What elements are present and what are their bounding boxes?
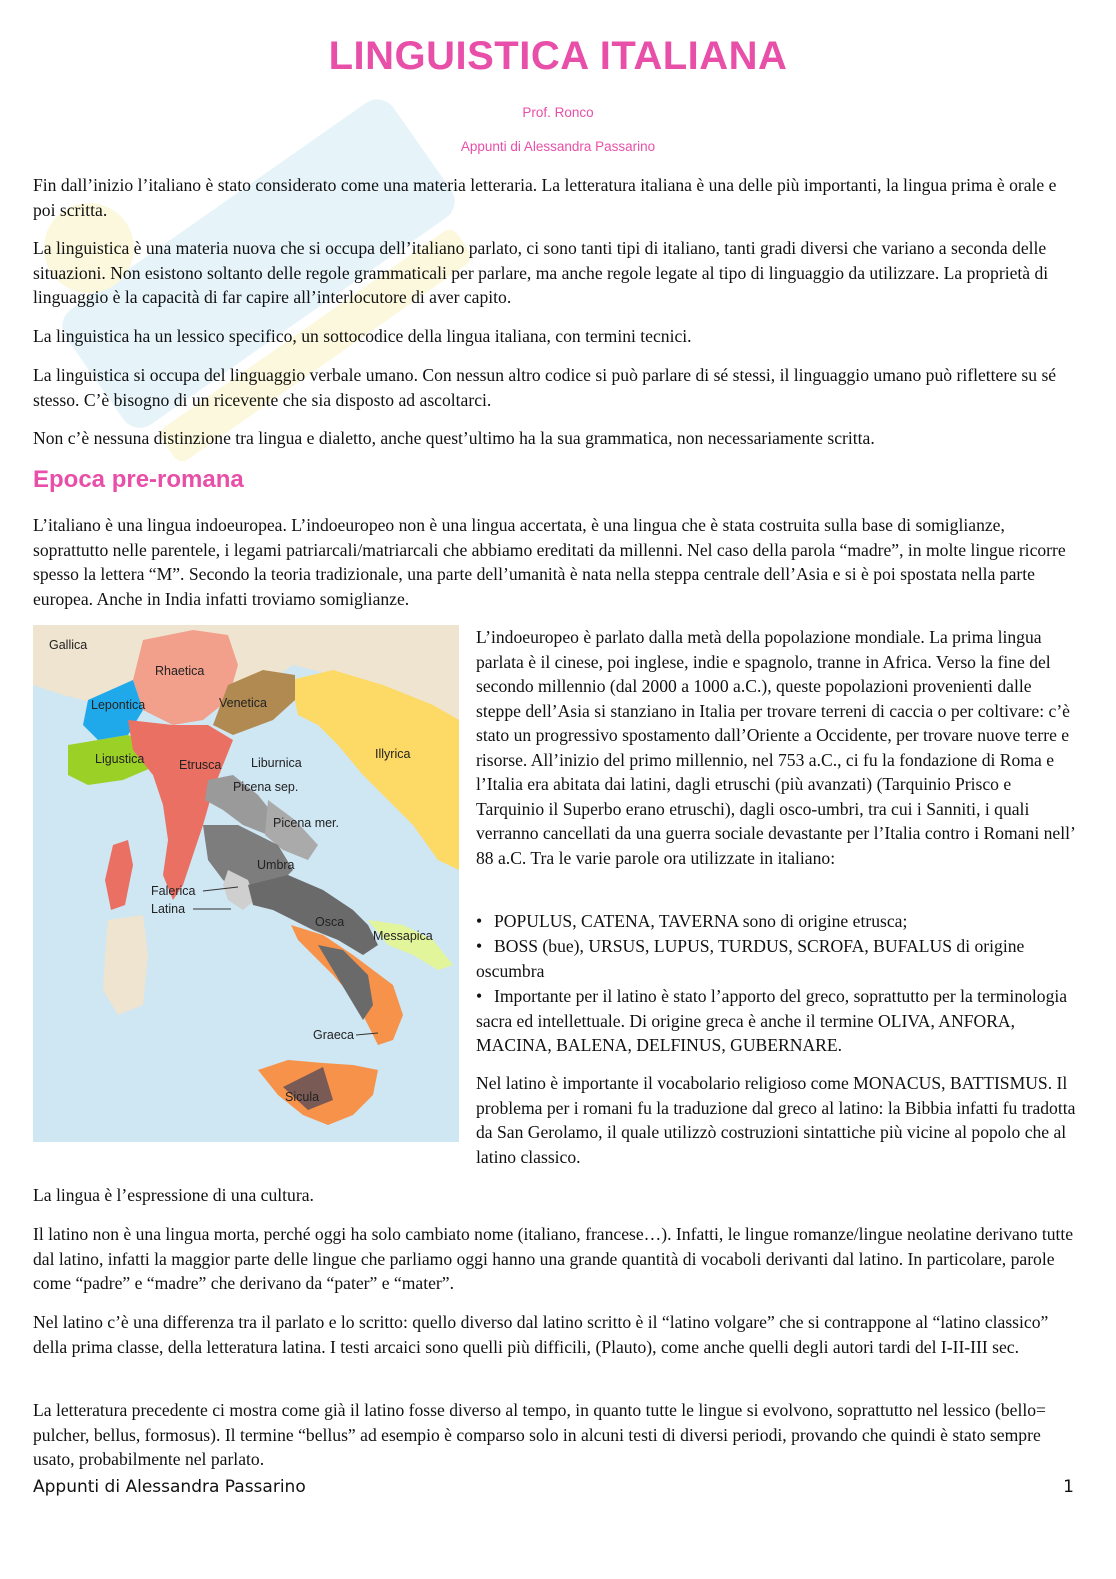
intro-paragraph-3: La linguistica ha un lessico specifico, un sottocodice della lingua italiana, con termini tecnici. <box>33 326 692 346</box>
intro-paragraph-4: La linguistica si occupa del linguaggio verbale umano. Con nessun altro codice si può parlare di sé stessi, il linguaggio umano può riflettere su sé stesso. C’è bisogno di un ricevente che sia disposto ad ascoltarci. <box>33 365 1057 410</box>
bottom-paragraph-4: La letteratura precedente ci mostra come già il latino fosse diverso al tempo, in quanto tutte le lingue si evolvono, soprattutto nel lessico (bello= pulcher, bellus, formosus). Il termine “bellus” ad esempio è comparso solo in alcuni testi di diversi periodi, provando che quindi è stato sempre usato, probabilmente nel parlato. <box>33 1400 1046 1469</box>
bottom-paragraph-2: Il latino non è una lingua morta, perché oggi ha solo cambiato nome (italiano, francese…). Infatti, le lingue romanze/lingue neolatine derivano tutte dal latino, infatti la maggior parte delle lingue che parliamo oggi hanno una grande quantità di vocaboli derivanti dal latino. In particolare, parole come “padre” e “madre” che derivano da “pater” e “mater”. <box>33 1224 1074 1293</box>
footer-author: Appunti di Alessandra Passarino <box>33 1477 306 1497</box>
map-label-sicula: Sicula <box>285 1090 320 1104</box>
map-label-rhaetica: Rhaetica <box>155 664 205 678</box>
intro-paragraph-1: Fin dall’inizio l’italiano è stato considerato come una materia letteraria. La letteratura italiana è una delle più importanti, la lingua prima è orale e poi scritta. <box>33 175 1057 220</box>
map-label-osca: Osca <box>315 915 345 929</box>
intro-paragraph-5: Non c’è nessuna distinzione tra lingua e dialetto, anche quest’ultimo ha la sua grammatica, non necessariamente scritta. <box>33 428 875 448</box>
map-label-gallica: Gallica <box>49 638 88 652</box>
map-label-ligustica: Ligustica <box>95 752 145 766</box>
map-label-etrusca: Etrusca <box>179 758 222 772</box>
map-label-lepontica: Lepontica <box>91 698 146 712</box>
map-label-venetica: Venetica <box>219 696 267 710</box>
map-label-illyrica: Illyrica <box>375 747 411 761</box>
section-intro-paragraph: L’italiano è una lingua indoeuropea. L’indoeuropeo non è una lingua accertata, è una lingua che è stata costruita sulla base di somiglianze, soprattutto nelle parentele, i legami patriarcali/matriarcali che abbiamo ereditati da millenni. Nel caso della parola “madre”, in molte lingue ricorre spesso la lettera “M”. Secondo la teoria tradizionale, una parte dell’umanità è nata nella steppa centrale dell’Asia e si è poi spostata nella parte europea. Anche in India infatti troviamo somiglianze. <box>33 515 1066 609</box>
map-label-latina: Latina <box>151 902 186 916</box>
document-title: LINGUISTICA ITALIANA <box>328 34 788 78</box>
section-heading: Epoca pre-romana <box>33 466 244 493</box>
map-label-umbra: Umbra <box>257 858 295 872</box>
author-line: Appunti di Alessandra Passarino <box>460 139 656 154</box>
intro-paragraph-2: La linguistica è una materia nuova che si occupa dell’italiano parlato, ci sono tanti tipi di italiano, tanti gradi diversi che variano a seconda delle situazioni. Non esistono soltanto delle regole grammaticali per parlare, ma anche regole legate al tipo di linguaggio da utilizzare. La proprietà di linguaggio è la capacità di far capire all’interlocutore di aver capito. <box>33 238 1049 307</box>
map-label-picena-sep: Picena sep. <box>233 780 299 794</box>
professor-name: Prof. Ronco <box>522 105 594 120</box>
bullet-item-3: • Importante per il latino è stato l’apporto del greco, soprattutto per la terminologia sacra ed intellettuale. Di origine greca è anche il termine OLIVA, ANFORA, MACINA, BALENA, DELFINUS, GUBERNARE. <box>476 986 1068 1055</box>
map-label-liburnica: Liburnica <box>251 756 302 770</box>
bottom-paragraph-1: La lingua è l’espressione di una cultura. <box>33 1185 314 1205</box>
map-region-sardinia <box>103 915 148 1015</box>
bullet-item-1: • POPULUS, CATENA, TAVERNA sono di origine etrusca; <box>476 911 908 931</box>
map-label-messapica: Messapica <box>373 929 433 943</box>
bottom-paragraph-3: Nel latino c’è una differenza tra il parlato e lo scritto: quello diverso dal latino scritto è il “latino volgare” che si contrappone al “latino classico” della prima classe, della letteratura latina. I testi arcaici sono quelli più difficili, (Plauto), come anche quelli degli autori tardi del I-II-III sec. <box>33 1312 1049 1357</box>
right-column-paragraph-2: Nel latino è importante il vocabolario religioso come MONACUS, BATTISMUS. Il problema per i romani fu la traduzione dal greco al latino: la Bibbia infatti fu tradotta da San Gerolamo, il quale utilizzò costruzioni sintattiche più vicine al popolo che al latino classico. <box>476 1073 1076 1167</box>
map-label-picena-mer: Picena mer. <box>273 816 340 830</box>
right-column-paragraph-1: L’indoeuropeo è parlato dalla metà della popolazione mondiale. La prima lingua parlata è il cinese, poi inglese, indie e spagnolo, tranne in Africa. Verso la fine del secondo millennio (dal 2000 a 1000 a.C.), queste popolazioni provenienti dalle steppe dell’Asia si stanziano in Italia per trovare terreni di caccia o per coltivare: c’è stato un progressivo spostamento dall’Oriente a Occidente, per trovare nuove terre e risorse. All’inizio del primo millennio, nel 753 a.C., ci fu la fondazione di Roma e l’Italia era abitata dai latini, dagli etruschi (più avanzati) (Tarquinio Prisco e Tarquinio il Superbo erano etruschi), dagli osco-umbri, tra cui i Sanniti, i quali verranno cancellati da una guerra sociale devastante per l’Italia contro i Romani nell’ 88 a.C. Tra le varie parole ora utilizzate in italiano: <box>476 627 1075 868</box>
bullet-item-2: • BOSS (bue), URSUS, LUPUS, TURDUS, SCROFA, BUFALUS di origine oscumbra <box>476 936 1025 981</box>
footer-page-number: 1 <box>1063 1477 1074 1497</box>
map-label-graeca: Graeca <box>313 1028 354 1042</box>
map-label-falerica: Falerica <box>151 884 196 898</box>
ancient-italy-languages-map <box>33 625 459 1142</box>
